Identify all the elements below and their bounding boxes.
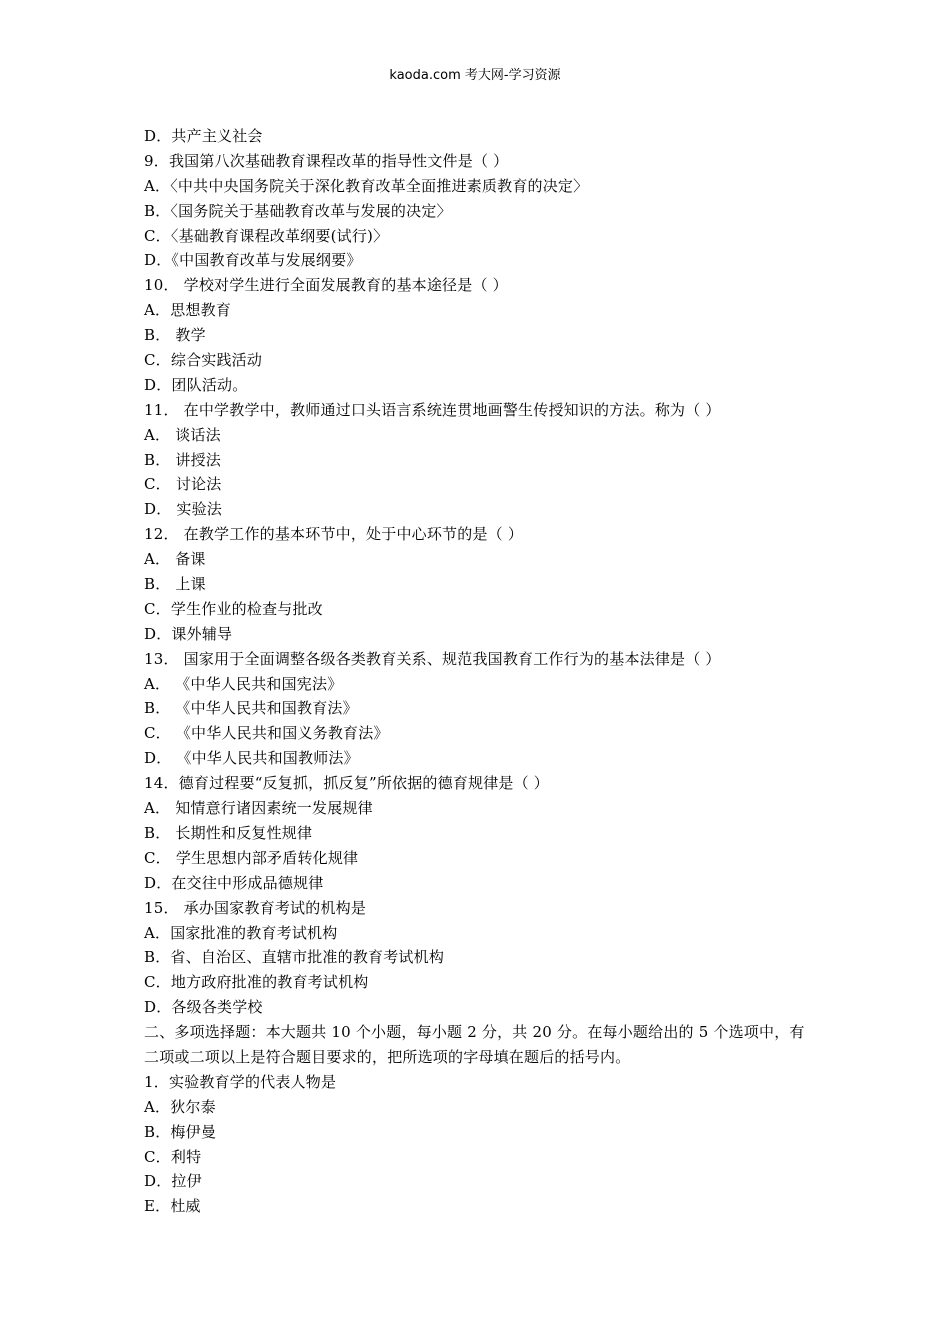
- option-d: D．在交往中形成品德规律: [144, 873, 324, 892]
- question-15: 15． 承办国家教育考试的机构是: [144, 898, 367, 917]
- option-b: B． 讲授法: [144, 450, 221, 469]
- page-header: kaoda.com 考大网-学习资源: [389, 68, 561, 83]
- option-a: A． 谈话法: [144, 425, 221, 444]
- option-c: C．学生作业的检查与批改: [144, 599, 323, 618]
- section-2-heading: 二、多项选择题：本大题共 10 个小题，每小题 2 分，共 20 分。在每小题给出的 5 个选项中，有: [144, 1023, 805, 1042]
- option-d: D． 实验法: [144, 500, 222, 519]
- option-c: C．〈基础教育课程改革纲要(试行)〉: [144, 226, 389, 245]
- option-a: A． 《中华人民共和国宪法》: [144, 674, 343, 693]
- option-d: D．拉伊: [144, 1172, 202, 1191]
- option-d: D．课外辅导: [144, 624, 233, 643]
- question-9: 9．我国第八次基础教育课程改革的指导性文件是（ ）: [144, 151, 509, 170]
- question-14: 14．德育过程要“反复抓，抓反复”所依据的德育规律是（ ）: [144, 774, 549, 793]
- option-b: B． 教学: [144, 326, 206, 345]
- option-d: D．各级各类学校: [144, 998, 263, 1017]
- option-a: A． 知情意行诸因素统一发展规律: [144, 799, 373, 818]
- option-b: B．省、自治区、直辖市批准的教育考试机构: [144, 948, 445, 967]
- option-c: C．地方政府批准的教育考试机构: [144, 973, 369, 992]
- document-body: [144, 124, 814, 1219]
- option-e: E．杜威: [144, 1197, 201, 1216]
- option-a: A．国家批准的教育考试机构: [144, 923, 338, 942]
- option-b: B． 上课: [144, 575, 206, 594]
- option-a: A．思想教育: [144, 301, 232, 320]
- question-10: 10． 学校对学生进行全面发展教育的基本途径是（ ）: [144, 276, 508, 295]
- option-b: B． 长期性和反复性规律: [144, 823, 313, 842]
- question-11: 11． 在中学教学中，教师通过口头语言系统连贯地画警生传授知识的方法。称为（ ）: [144, 400, 721, 419]
- option-c: C． 学生思想内部矛盾转化规律: [144, 848, 359, 867]
- question-13: 13． 国家用于全面调整各级各类教育关系、规范我国教育工作行为的基本法律是（ ）: [144, 649, 721, 668]
- option-c: C． 讨论法: [144, 475, 222, 494]
- option-a: A．狄尔泰: [144, 1097, 216, 1116]
- option-b: B． 《中华人民共和国教育法》: [144, 699, 358, 718]
- option-b: B．〈国务院关于基础教育改革与发展的决定〉: [144, 201, 452, 220]
- option-d: D．团队活动。: [144, 375, 248, 394]
- option-d: D．《中国教育改革与发展纲要》: [144, 251, 362, 270]
- option-c: C． 《中华人民共和国义务教育法》: [144, 724, 389, 743]
- question-12: 12． 在教学工作的基本环节中，处于中心环节的是（ ）: [144, 525, 524, 544]
- multi-question-1: 1．实验教育学的代表人物是: [144, 1072, 337, 1091]
- option-b: B．梅伊曼: [144, 1122, 217, 1141]
- option-c: C．综合实践活动: [144, 351, 263, 370]
- section-2-heading-cont: 二项或二项以上是符合题目要求的，把所选项的字母填在题后的括号内。: [144, 1047, 631, 1066]
- option-a: A．〈中共中央国务院关于深化教育改革全面推进素质教育的决定〉: [144, 176, 589, 195]
- option-d: D． 《中华人民共和国教师法》: [144, 749, 359, 768]
- option-d: D．共产主义社会: [144, 127, 263, 145]
- option-c: C．利特: [144, 1147, 202, 1166]
- option-a: A． 备课: [144, 550, 206, 569]
